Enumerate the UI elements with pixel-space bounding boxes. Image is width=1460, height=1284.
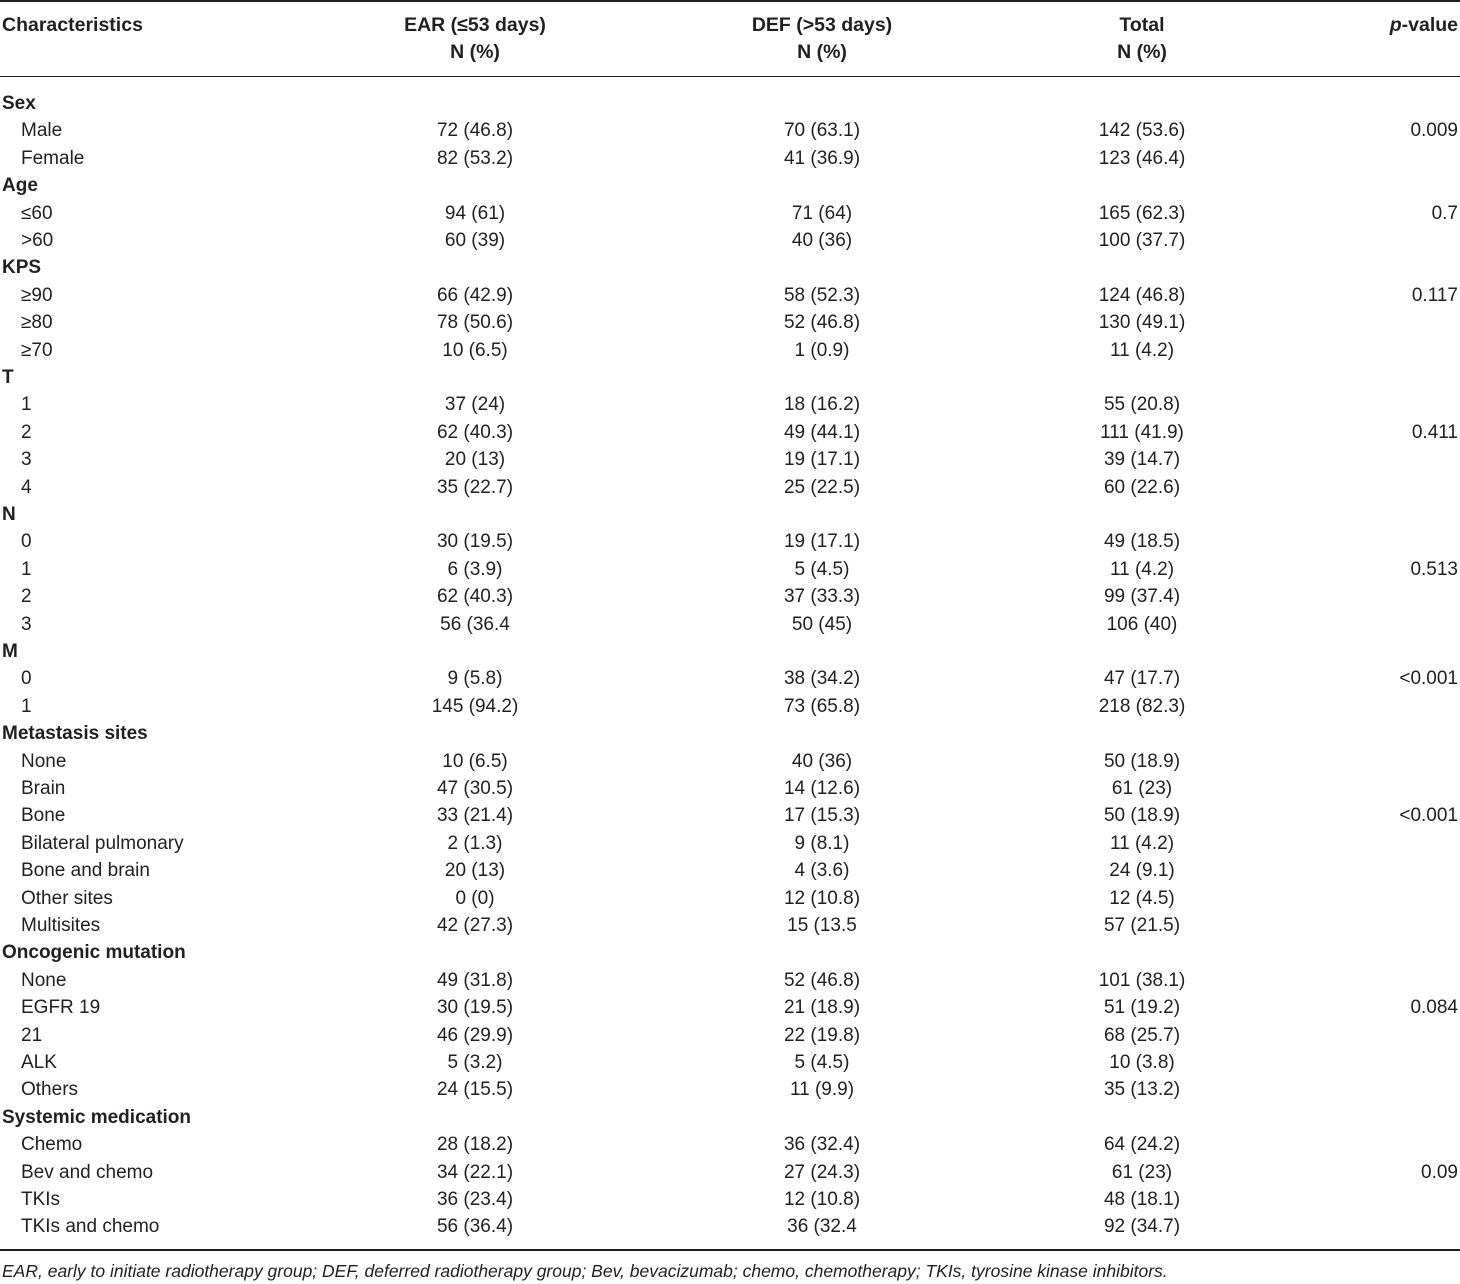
table-row bbox=[0, 802, 1460, 829]
table-row bbox=[0, 994, 1460, 1021]
total-cell: 111 (41.9) bbox=[1100, 421, 1184, 443]
total-cell: 61 (23) bbox=[1111, 1161, 1173, 1183]
table-row bbox=[0, 611, 1460, 638]
def-cell: 40 (36) bbox=[791, 230, 853, 251]
table-row bbox=[0, 857, 1460, 884]
ear-cell: 2 (1.3) bbox=[447, 832, 503, 854]
total-cell: 49 (18.5) bbox=[1103, 531, 1181, 553]
ear-cell: 42 (27.3) bbox=[436, 915, 514, 936]
total-cell: 35 (13.2) bbox=[1103, 1079, 1181, 1101]
def-cell: 5 (4.5) bbox=[794, 1052, 850, 1073]
category-row bbox=[0, 939, 1460, 966]
characteristic-label: Sex bbox=[2, 93, 36, 114]
table-row bbox=[0, 775, 1460, 802]
ear-cell: 49 (31.8) bbox=[436, 969, 514, 991]
table-row bbox=[0, 337, 1460, 364]
header-p-rest: -value bbox=[1401, 14, 1458, 36]
characteristic-label: TKIs and chemo bbox=[21, 1216, 160, 1238]
p-value-cell: 0.411 bbox=[1411, 421, 1458, 443]
ear-cell: 9 (5.8) bbox=[447, 668, 503, 690]
total-cell: 106 (40) bbox=[1106, 613, 1178, 635]
ear-cell: 33 (21.4) bbox=[436, 805, 514, 827]
characteristic-label: Other sites bbox=[21, 887, 113, 909]
def-cell: 38 (34.2) bbox=[783, 668, 861, 690]
def-cell: 70 (63.1) bbox=[783, 120, 861, 142]
table-row bbox=[0, 885, 1460, 912]
table-row bbox=[0, 1213, 1460, 1240]
ear-cell: 6 (3.9) bbox=[447, 558, 503, 580]
table-row bbox=[0, 830, 1460, 857]
def-cell: 52 (46.8) bbox=[783, 312, 861, 334]
category-row bbox=[0, 254, 1460, 281]
top-rule bbox=[0, 0, 1460, 2]
header-characteristics: Characteristics bbox=[2, 14, 143, 36]
header-total: Total N (%) bbox=[1117, 14, 1167, 63]
total-cell: 99 (37.4) bbox=[1103, 586, 1181, 608]
def-cell: 21 (18.9) bbox=[783, 997, 861, 1019]
p-value-cell: 0.09 bbox=[1421, 1161, 1458, 1183]
total-cell: 68 (25.7) bbox=[1103, 1024, 1181, 1046]
def-cell: 4 (3.6) bbox=[794, 860, 850, 882]
characteristic-label: 1 bbox=[21, 394, 32, 416]
characteristic-label: ≤60 bbox=[21, 202, 53, 224]
def-cell: 11 (9.9) bbox=[789, 1079, 855, 1101]
def-cell: 1 (0.9) bbox=[794, 339, 850, 361]
p-value-cell: <0.001 bbox=[1399, 668, 1458, 690]
characteristic-label: Systemic medication bbox=[2, 1106, 192, 1128]
characteristic-label: 0 bbox=[21, 668, 32, 690]
def-cell: 52 (46.8) bbox=[783, 969, 861, 991]
ear-cell: 46 (29.9) bbox=[436, 1024, 514, 1046]
characteristic-label: Multisites bbox=[21, 915, 101, 936]
table-row bbox=[0, 117, 1460, 144]
table-row bbox=[0, 282, 1460, 309]
def-cell: 12 (10.8) bbox=[783, 887, 861, 909]
table-row bbox=[0, 693, 1460, 720]
table-row bbox=[0, 1049, 1460, 1076]
ear-cell: 145 (94.2) bbox=[431, 695, 519, 717]
header-p-value bbox=[1340, 12, 1458, 39]
characteristic-label: 2 bbox=[21, 421, 32, 443]
ear-cell: 47 (30.5) bbox=[436, 778, 514, 799]
total-cell: 24 (9.1) bbox=[1109, 860, 1175, 882]
characteristic-label: Bev and chemo bbox=[21, 1161, 154, 1183]
characteristic-label: T bbox=[2, 367, 14, 388]
p-value-cell: 0.513 bbox=[1410, 558, 1458, 580]
total-cell: 61 (23) bbox=[1111, 778, 1173, 799]
ear-cell: 78 (50.6) bbox=[436, 312, 514, 334]
table-row bbox=[0, 391, 1460, 418]
total-cell: 11 (4.2) bbox=[1109, 832, 1175, 854]
characteristic-label: ≥90 bbox=[21, 284, 53, 306]
header-def: DEF (>53 days) N (%) bbox=[751, 14, 893, 63]
def-cell: 27 (24.3) bbox=[783, 1161, 861, 1183]
total-cell: 55 (20.8) bbox=[1103, 394, 1181, 416]
table-row bbox=[0, 227, 1460, 254]
category-row bbox=[0, 364, 1460, 391]
table-row bbox=[0, 556, 1460, 583]
characteristic-label: 0 bbox=[21, 531, 32, 553]
ear-cell: 30 (19.5) bbox=[436, 997, 514, 1019]
characteristic-label: None bbox=[21, 750, 67, 772]
ear-cell: 34 (22.1) bbox=[436, 1161, 514, 1183]
ear-cell: 66 (42.9) bbox=[436, 284, 514, 306]
characteristic-label: ≥80 bbox=[21, 312, 53, 334]
total-cell: 11 (4.2) bbox=[1109, 558, 1175, 580]
characteristic-label: 1 bbox=[21, 558, 32, 580]
characteristic-label: Age bbox=[2, 175, 38, 197]
ear-cell: 36 (23.4) bbox=[436, 1189, 514, 1210]
ear-cell: 20 (13) bbox=[444, 449, 506, 471]
def-cell: 17 (15.3) bbox=[783, 805, 861, 827]
table-row bbox=[0, 1186, 1460, 1213]
characteristic-label: 1 bbox=[21, 695, 32, 717]
def-cell: 41 (36.9) bbox=[783, 147, 861, 169]
table-row bbox=[0, 583, 1460, 610]
characteristic-label: Chemo bbox=[21, 1134, 83, 1156]
total-cell: 130 (49.1) bbox=[1098, 312, 1186, 334]
total-cell: 142 (53.6) bbox=[1098, 120, 1186, 142]
characteristic-label: 21 bbox=[21, 1024, 43, 1046]
total-cell: 10 (3.8) bbox=[1109, 1052, 1175, 1073]
def-cell: 73 (65.8) bbox=[783, 695, 861, 717]
total-cell: 123 (46.4) bbox=[1098, 147, 1186, 169]
header-p-italic: p bbox=[1389, 14, 1402, 36]
table-row bbox=[0, 145, 1460, 172]
total-cell: 48 (18.1) bbox=[1103, 1189, 1181, 1210]
table-row bbox=[0, 967, 1460, 994]
header-rule bbox=[0, 76, 1460, 77]
def-cell: 15 (13.5 bbox=[787, 915, 857, 936]
def-cell: 19 (17.1) bbox=[783, 449, 861, 471]
ear-cell: 24 (15.5) bbox=[436, 1079, 514, 1101]
bottom-rule bbox=[0, 1249, 1460, 1251]
characteristic-label: N bbox=[2, 504, 16, 525]
characteristic-label: Male bbox=[21, 120, 63, 142]
def-cell: 36 (32.4 bbox=[787, 1216, 857, 1238]
ear-cell: 56 (36.4) bbox=[436, 1216, 514, 1238]
p-value-cell: <0.001 bbox=[1399, 805, 1458, 827]
ear-cell: 10 (6.5) bbox=[442, 750, 508, 772]
characteristic-label: Bone bbox=[21, 805, 66, 827]
total-cell: 101 (38.1) bbox=[1098, 969, 1186, 991]
characteristic-label: Bone and brain bbox=[21, 860, 150, 882]
characteristic-label: Others bbox=[21, 1079, 79, 1101]
footnote: EAR, early to initiate radiotherapy group; DEF, deferred radiotherapy group; Bev, bevacizumab; chemo, chemotherapy; TKIs, tyrosine kinase inhibitors. bbox=[2, 1261, 1168, 1281]
category-row bbox=[0, 501, 1460, 528]
characteristic-label: ≥70 bbox=[21, 339, 53, 361]
table-row bbox=[0, 665, 1460, 692]
def-cell: 50 (45) bbox=[791, 613, 853, 635]
table-row bbox=[0, 1131, 1460, 1158]
characteristic-label: M bbox=[2, 641, 18, 662]
characteristic-label: Female bbox=[21, 147, 85, 169]
table-row bbox=[0, 309, 1460, 336]
p-value-cell: 0.084 bbox=[1410, 997, 1458, 1019]
def-cell: 22 (19.8) bbox=[783, 1024, 861, 1046]
ear-cell: 10 (6.5) bbox=[442, 339, 508, 361]
category-row bbox=[0, 720, 1460, 747]
total-cell: 64 (24.2) bbox=[1103, 1134, 1181, 1156]
category-row bbox=[0, 638, 1460, 665]
table-row bbox=[0, 200, 1460, 227]
characteristic-label: None bbox=[21, 969, 67, 991]
ear-cell: 5 (3.2) bbox=[447, 1052, 503, 1073]
characteristic-label: Metastasis sites bbox=[2, 723, 148, 745]
def-cell: 36 (32.4) bbox=[783, 1134, 861, 1156]
characteristic-label: Brain bbox=[21, 778, 66, 799]
total-cell: 50 (18.9) bbox=[1103, 805, 1181, 827]
table-row bbox=[0, 1076, 1460, 1103]
characteristic-label: TKIs bbox=[21, 1189, 61, 1210]
total-cell: 92 (34.7) bbox=[1103, 1216, 1181, 1238]
category-row bbox=[0, 90, 1460, 117]
ear-cell: 35 (22.7) bbox=[436, 476, 514, 498]
def-cell: 49 (44.1) bbox=[783, 421, 861, 443]
characteristic-label: KPS bbox=[2, 257, 42, 279]
characteristic-label: ALK bbox=[21, 1052, 57, 1073]
characteristic-label: EGFR 19 bbox=[21, 997, 101, 1019]
header-ear: EAR (≤53 days) N (%) bbox=[404, 14, 546, 63]
ear-cell: 30 (19.5) bbox=[436, 531, 514, 553]
characteristic-label: 3 bbox=[21, 449, 32, 471]
total-cell: 51 (19.2) bbox=[1103, 997, 1181, 1019]
p-value-cell: 0.009 bbox=[1410, 120, 1458, 142]
characteristic-label: 3 bbox=[21, 613, 32, 635]
total-cell: 47 (17.7) bbox=[1103, 668, 1181, 690]
p-value-cell: 0.117 bbox=[1411, 284, 1458, 306]
table-row bbox=[0, 1159, 1460, 1186]
table-row bbox=[0, 474, 1460, 501]
total-cell: 165 (62.3) bbox=[1098, 202, 1186, 224]
def-cell: 25 (22.5) bbox=[783, 476, 861, 498]
characteristic-label: Bilateral pulmonary bbox=[21, 832, 184, 854]
table-row bbox=[0, 748, 1460, 775]
ear-cell: 62 (40.3) bbox=[436, 586, 514, 608]
table-row bbox=[0, 446, 1460, 473]
def-cell: 58 (52.3) bbox=[783, 284, 861, 306]
ear-cell: 94 (61) bbox=[444, 202, 506, 224]
p-value-cell: 0.7 bbox=[1431, 202, 1458, 224]
total-cell: 60 (22.6) bbox=[1103, 476, 1181, 498]
characteristic-label: 2 bbox=[21, 586, 32, 608]
table-row bbox=[0, 419, 1460, 446]
category-row bbox=[0, 1104, 1460, 1131]
total-cell: 39 (14.7) bbox=[1103, 449, 1181, 471]
characteristic-label: >60 bbox=[21, 230, 54, 251]
characteristic-label: Oncogenic mutation bbox=[2, 942, 186, 964]
def-cell: 37 (33.3) bbox=[783, 586, 861, 608]
table-row bbox=[0, 912, 1460, 939]
def-cell: 12 (10.8) bbox=[783, 1189, 861, 1210]
ear-cell: 37 (24) bbox=[444, 394, 506, 416]
ear-cell: 62 (40.3) bbox=[436, 421, 514, 443]
def-cell: 40 (36) bbox=[791, 750, 853, 772]
ear-cell: 82 (53.2) bbox=[436, 147, 514, 169]
total-cell: 11 (4.2) bbox=[1109, 339, 1175, 361]
ear-cell: 72 (46.8) bbox=[436, 120, 514, 142]
ear-cell: 60 (39) bbox=[444, 230, 506, 251]
total-cell: 12 (4.5) bbox=[1109, 887, 1175, 909]
ear-cell: 20 (13) bbox=[444, 860, 506, 882]
def-cell: 9 (8.1) bbox=[794, 832, 850, 854]
total-cell: 218 (82.3) bbox=[1098, 695, 1186, 717]
table-row bbox=[0, 1022, 1460, 1049]
def-cell: 5 (4.5) bbox=[794, 558, 850, 580]
total-cell: 124 (46.8) bbox=[1098, 284, 1186, 306]
ear-cell: 0 (0) bbox=[455, 887, 495, 909]
ear-cell: 28 (18.2) bbox=[436, 1134, 514, 1156]
total-cell: 57 (21.5) bbox=[1103, 915, 1181, 936]
def-cell: 14 (12.6) bbox=[783, 778, 861, 799]
table-row bbox=[0, 528, 1460, 555]
def-cell: 18 (16.2) bbox=[783, 394, 861, 416]
ear-cell: 56 (36.4 bbox=[440, 613, 510, 635]
def-cell: 19 (17.1) bbox=[783, 531, 861, 553]
total-cell: 100 (37.7) bbox=[1098, 230, 1186, 251]
category-row bbox=[0, 172, 1460, 199]
characteristic-label: 4 bbox=[21, 476, 32, 498]
total-cell: 50 (18.9) bbox=[1103, 750, 1181, 772]
def-cell: 71 (64) bbox=[791, 202, 853, 224]
